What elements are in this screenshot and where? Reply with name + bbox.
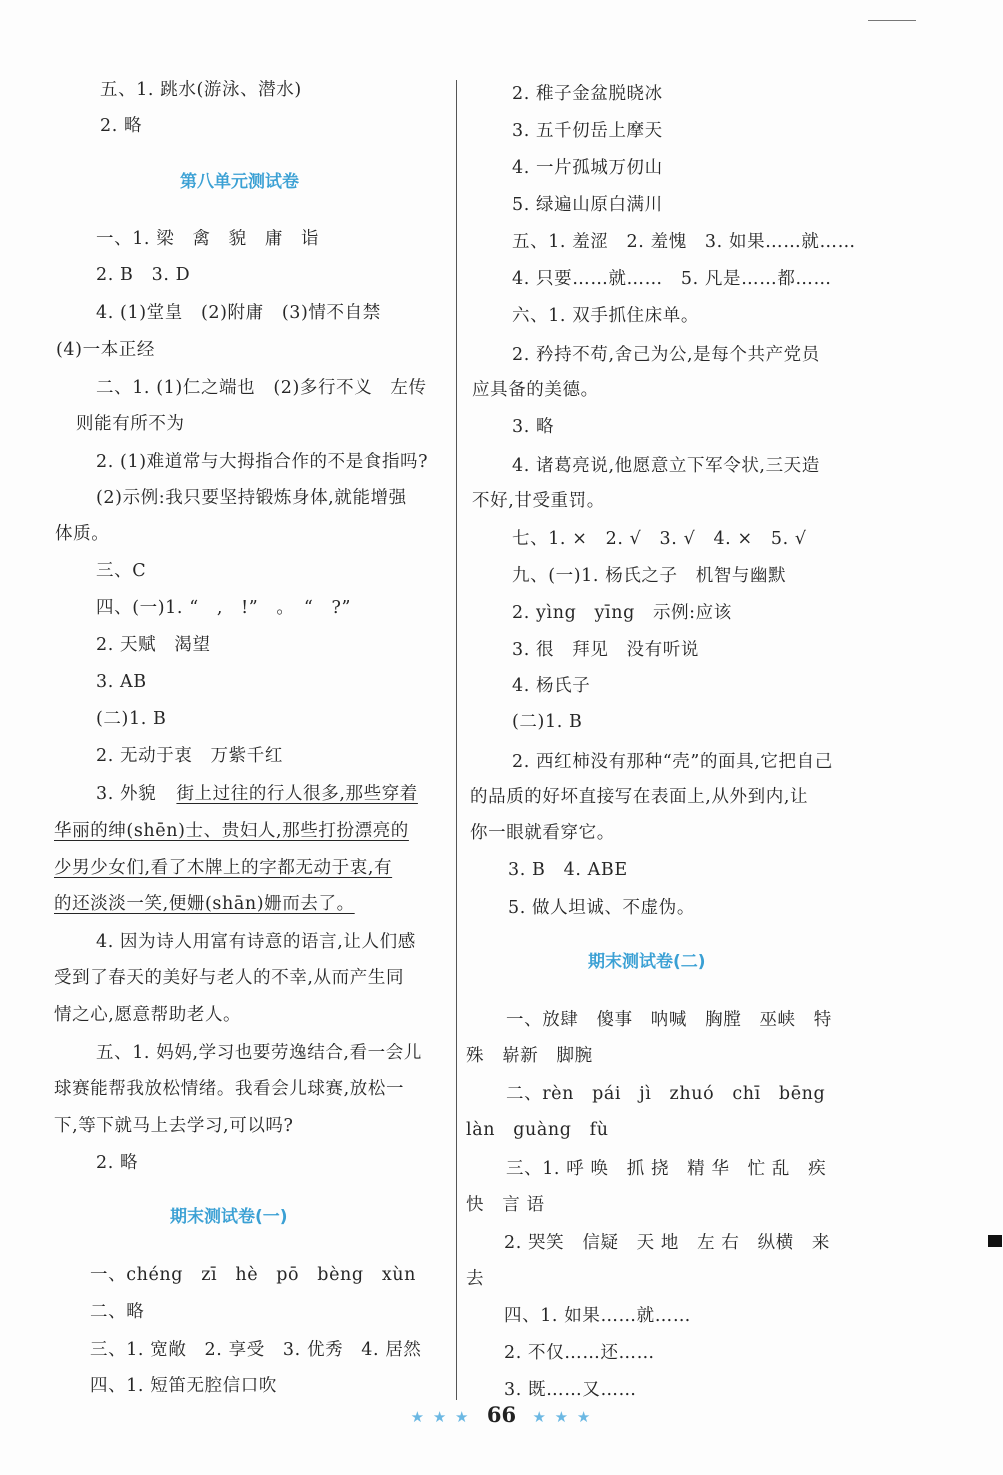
answer-line: 4. 杨氏子 (512, 676, 591, 696)
answer-line: 三、1. 宽敞 2. 享受 3. 优秀 4. 居然 (90, 1340, 422, 1360)
column-divider (456, 80, 457, 1400)
answer-line: 球赛能帮我放松情绪。我看会儿球赛,放松一 (54, 1079, 405, 1099)
answer-line: 三、1. 呼 唤 抓 挠 精 华 忙 乱 疾 (506, 1159, 827, 1179)
answer-line: 殊 崭新 脚腕 (466, 1046, 593, 1066)
page-footer (0, 1400, 1003, 1432)
underlined-quote: 华丽的绅(shēn)士、贵妇人,那些打扮漂亮的 (54, 821, 409, 841)
answer-line: (二)1. B (96, 709, 167, 729)
answer-line: 七、1. × 2. √ 3. √ 4. × 5. √ (512, 529, 807, 549)
answer-line: 4. (1)堂皇 (2)附庸 (3)情不自禁 (96, 303, 381, 323)
answer-line: 2. 不仅……还…… (504, 1343, 655, 1363)
answer-line: 的品质的好坏直接写在表面上,从外到内,让 (470, 787, 809, 807)
answer-line: 去 (466, 1269, 485, 1289)
answer-line: 五、1. 妈妈,学习也要劳逸结合,看一会儿 (96, 1043, 422, 1063)
answer-line: 2. yìng yīng 示例:应该 (512, 603, 732, 623)
star-decoration-icon: ★ ★ ★ (532, 1408, 593, 1426)
answer-line: 2. 西红柿没有那种“壳”的面具,它把自己 (512, 752, 833, 772)
underlined-quote: 的还淡淡一笑,便姗(shān)姗而去了。 (54, 894, 355, 914)
answer-line: 2. 天赋 渴望 (96, 635, 211, 655)
answer-text: 3. 外貌 (96, 784, 157, 804)
answer-line: 3. 略 (512, 417, 555, 437)
answer-line: 4. 只要……就…… 5. 凡是……都…… (512, 269, 832, 289)
section-heading-final-2: 期末测试卷(二) (588, 952, 706, 972)
answer-line: 2. 略 (96, 1153, 139, 1173)
answer-line: 3. 既……又…… (504, 1380, 637, 1400)
answer-line: 一、chéng zī hè pō bèng xùn (90, 1265, 417, 1285)
answer-line: 3. AB (96, 672, 147, 692)
answer-line: 九、(一)1. 杨氏之子 机智与幽默 (512, 566, 787, 586)
answer-line: 你一眼就看穿它。 (470, 823, 615, 843)
answer-line: 2. 略 (100, 116, 143, 136)
answer-line: 三、C (96, 561, 147, 581)
answer-line: 一、1. 梁 禽 貌 庸 诣 (96, 229, 320, 249)
answer-line: 下,等下就马上去学习,可以吗? (54, 1116, 294, 1136)
underlined-quote: 少男少女们,看了木牌上的字都无动于衷,有 (54, 858, 393, 878)
answer-line: 四、1. 如果……就…… (504, 1306, 691, 1326)
edge-tab-mark (988, 1235, 1002, 1247)
answer-line: (2)示例:我只要坚持锻炼身体,就能增强 (96, 488, 407, 508)
answer-line: 2. 无动于衷 万紫千红 (96, 746, 283, 766)
answer-line: 受到了春天的美好与老人的不幸,从而产生同 (54, 968, 405, 988)
answer-line: 4. 一片孤城万仞山 (512, 158, 663, 178)
answer-line: 五、1. 羞涩 2. 羞愧 3. 如果……就…… (512, 232, 856, 252)
answer-line: làn guàng fù (466, 1120, 609, 1140)
answer-line: 五、1. 跳水(游泳、潜水) (100, 80, 302, 100)
answer-line: 体质。 (55, 524, 110, 544)
answer-line: (4)一本正经 (56, 340, 155, 360)
answer-line: 二、1. (1)仁之端也 (2)多行不义 左传 (96, 378, 427, 398)
answer-line: 则能有所不为 (76, 414, 185, 434)
answer-line: 4. 因为诗人用富有诗意的语言,让人们感 (96, 932, 416, 952)
answer-line: (二)1. B (512, 712, 583, 732)
answer-line (96, 781, 418, 807)
answer-line: 2. 哭笑 信疑 天 地 左 右 纵横 来 (504, 1233, 830, 1253)
answer-line: 二、rèn pái jì zhuó chī bēng (506, 1084, 826, 1104)
answer-line: 不好,甘受重罚。 (472, 491, 605, 511)
answer-line: 二、略 (90, 1302, 145, 1322)
answer-line: 六、1. 双手抓住床单。 (512, 306, 699, 326)
answer-line: 四、(一)1. “ , !” 。 “ ?” (96, 598, 352, 618)
answer-line: 情之心,愿意帮助老人。 (54, 1005, 242, 1025)
answer-line: 3. 很 拜见 没有听说 (512, 640, 699, 660)
section-heading-unit8: 第八单元测试卷 (180, 172, 299, 192)
answer-line: 3. B 4. ABE (508, 860, 628, 880)
answer-line: 一、放肆 傻事 呐喊 胸膛 巫峡 特 (506, 1010, 832, 1030)
answer-line: 四、1. 短笛无腔信口吹 (90, 1376, 277, 1396)
answer-line: 2. 稚子金盆脱晓冰 (512, 84, 663, 104)
answer-line: 快 言 语 (466, 1195, 545, 1215)
star-decoration-icon: ★ ★ ★ (410, 1408, 471, 1426)
page-number: 66 (486, 1402, 517, 1427)
answer-line: 5. 绿遍山原白满川 (512, 195, 663, 215)
answer-line: 2. 矜持不苟,舍己为公,是每个共产党员 (512, 345, 820, 365)
answer-line: 3. 五千仞岳上摩天 (512, 121, 663, 141)
top-rule (868, 20, 916, 21)
answer-line: 4. 诸葛亮说,他愿意立下军令状,三天造 (512, 456, 820, 476)
underlined-quote: 街上过往的行人很多,那些穿着 (176, 784, 418, 804)
answer-line: 2. B 3. D (96, 265, 191, 285)
answer-line: 5. 做人坦诚、不虚伪。 (508, 898, 695, 918)
answer-line: 应具备的美德。 (472, 380, 599, 400)
section-heading-final-1: 期末测试卷(一) (170, 1207, 288, 1227)
answer-line: 2. (1)难道常与大拇指合作的不是食指吗? (96, 452, 429, 472)
